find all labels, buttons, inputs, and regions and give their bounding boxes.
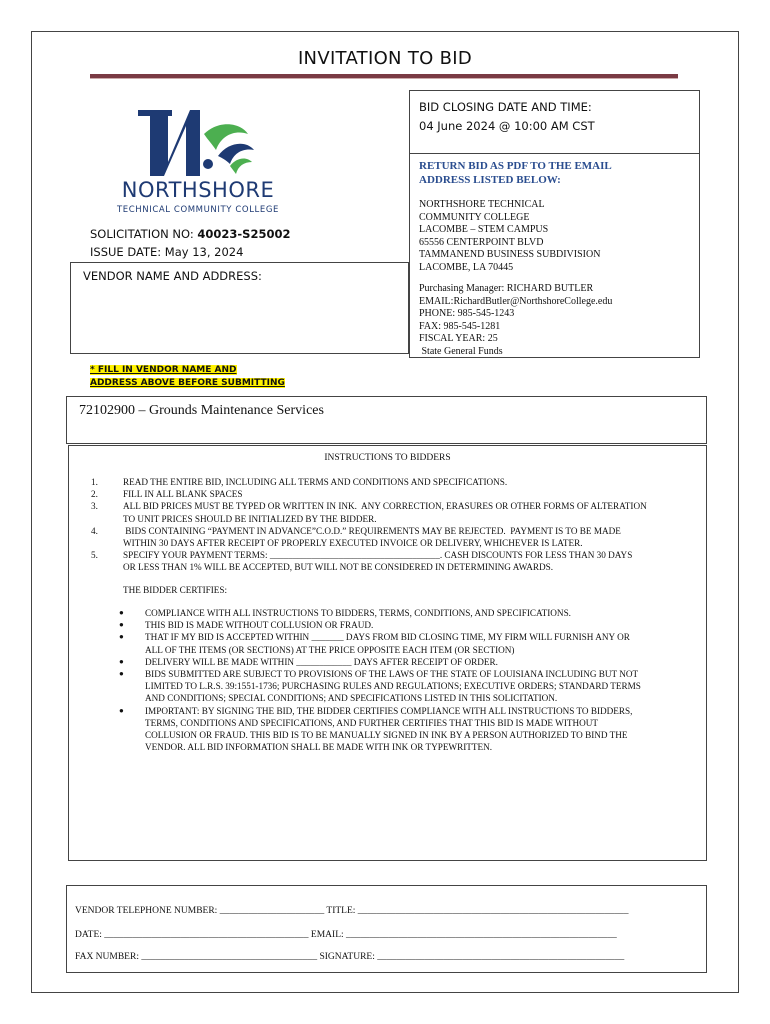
instructions-list <box>91 476 699 574</box>
contact-line: State General Funds <box>419 345 503 357</box>
certify-line: THIS BID IS MADE WITHOUT COLLUSION OR FRAUD. <box>145 620 374 631</box>
issue-date: May 13, 2024 <box>164 245 244 259</box>
bullet-icon: ● <box>119 620 124 630</box>
instruction-item <box>91 525 699 549</box>
instructions-box <box>68 445 707 861</box>
issue-date-label: ISSUE DATE: <box>90 245 162 259</box>
contact-line: FAX: 985-545-1281 <box>419 320 501 332</box>
certify-line: ALL OF THE ITEMS (OR SECTIONS) AT THE PRICE OPPOSITE EACH ITEM (OR SECTION) <box>145 644 515 655</box>
certify-line: VENDOR. ALL BID INFORMATION SHALL BE MADE WITH INK OR TYPEWRITTEN. <box>145 742 493 753</box>
certify-item <box>115 607 699 619</box>
instruction-item <box>91 500 699 524</box>
instruction-item <box>91 476 699 488</box>
fill-note-line-2: ADDRESS ABOVE BEFORE SUBMITTING <box>90 378 285 388</box>
certify-line: DELIVERY WILL BE MADE WITHIN ____________ DAYS AFTER RECEIPT OF ORDER. <box>145 656 498 667</box>
vendor-label: VENDOR NAME AND ADDRESS: <box>83 269 262 283</box>
bullet-icon: ● <box>119 656 124 666</box>
bullet-icon: ● <box>119 632 124 642</box>
contact-email[interactable]: EMAIL:RichardButler@NorthshoreCollege.edu <box>419 295 613 307</box>
certify-line: LIMITED TO L.R.S. 39:1551-1736; PURCHASING RULES AND REGULATIONS; EXECUTIVE ORDERS; STANDARD TERMS <box>145 681 641 692</box>
instruction-number: 5. <box>91 550 98 561</box>
logo-name: NORTHSHORE <box>121 178 275 202</box>
date-email-row[interactable]: DATE: ___________________________________________ EMAIL: _________________________________________________________ <box>75 930 617 940</box>
instruction-line: BIDS CONTAINING “PAYMENT IN ADVANCE”C.O.D.” REQUIREMENTS MAY BE REJECTED. PAYMENT IS TO BE MADE <box>123 525 621 536</box>
instruction-line: SPECIFY YOUR PAYMENT TERMS: _____________________________________. CASH DISCOUNTS FOR LESS THAN 30 DAYS <box>123 550 633 561</box>
return-instruction <box>419 159 612 187</box>
instruction-item <box>91 488 699 500</box>
contact-line: FISCAL YEAR: 25 <box>419 333 498 344</box>
instruction-line: OR LESS THAN 1% WILL BE ACCEPTED, BUT WILL NOT BE CONSIDERED IN DETERMINING AWARDS. <box>123 562 554 573</box>
return-line-1: RETURN BID AS PDF TO THE EMAIL <box>419 160 612 172</box>
certify-line: COMPLIANCE WITH ALL INSTRUCTIONS TO BIDDERS, TERMS, CONDITIONS, AND SPECIFICATIONS. <box>145 608 571 618</box>
certifies-heading: THE BIDDER CERTIFIES: <box>123 585 228 595</box>
page-title: INVITATION TO BID <box>297 48 473 69</box>
certify-item <box>115 668 699 705</box>
vendor-name-address-box[interactable] <box>70 262 409 354</box>
address-line: COMMUNITY COLLEGE <box>419 211 530 223</box>
bullet-icon: ● <box>119 705 124 715</box>
fill-note-line-1: * FILL IN VENDOR NAME AND <box>90 365 237 375</box>
certify-line: IMPORTANT: BY SIGNING THE BID, THE BIDDER CERTIFIES COMPLIANCE WITH ALL INSTRUCTIONS TO BIDDERS, <box>145 705 633 716</box>
bullet-icon: ● <box>119 669 124 679</box>
contact-line: Purchasing Manager: RICHARD BUTLER <box>419 283 594 294</box>
certify-item <box>115 619 699 631</box>
bullet-icon: ● <box>119 608 124 617</box>
instruction-item <box>91 549 699 573</box>
certify-line: COLLUSION OR FRAUD. THIS BID IS TO BE MANUALLY SIGNED IN INK BY A PERSON AUTHORIZED TO BIND THE <box>145 730 628 741</box>
instruction-line: WITHIN 30 DAYS AFTER RECEIPT OF PROPERLY EXECUTED INVOICE OR DELIVERY, WHICHEVER IS LATER. <box>123 538 583 549</box>
address-line: 65556 CENTERPOINT BLVD <box>419 236 544 248</box>
instruction-number: 4. <box>91 525 98 536</box>
vendor-telephone-title-row[interactable]: VENDOR TELEPHONE NUMBER: ______________________ TITLE: _________________________________________________________ <box>75 906 629 916</box>
commodity-box <box>66 396 707 444</box>
instruction-number: 1. <box>91 477 98 487</box>
instructions-heading: INSTRUCTIONS TO BIDDERS <box>324 453 451 463</box>
certify-line: BIDS SUBMITTED ARE SUBJECT TO PROVISIONS OF THE LAWS OF THE STATE OF LOUISIANA INCLUDING BUT NOT <box>145 669 639 680</box>
closing-label: BID CLOSING DATE AND TIME: <box>419 100 592 114</box>
logo-subtitle: TECHNICAL COMMUNITY COLLEGE <box>116 205 280 215</box>
closing-value: 04 June 2024 @ 10:00 AM CST <box>419 119 595 133</box>
instruction-line: TO UNIT PRICES SHOULD BE INITIALIZED BY THE BIDDER. <box>123 513 377 524</box>
certifies-list <box>115 607 699 753</box>
instruction-line: READ THE ENTIRE BID, INCLUDING ALL TERMS AND CONDITIONS AND SPECIFICATIONS. <box>123 477 508 487</box>
signature-box <box>66 885 707 973</box>
address-line: LACOMBE – STEM CAMPUS <box>419 224 549 235</box>
instruction-line: FILL IN ALL BLANK SPACES <box>123 489 243 500</box>
certify-line: TERMS, CONDITIONS AND SPECIFICATIONS, AND FURTHER CERTIFIES THAT THIS BID IS MADE WITHOUT <box>145 717 599 728</box>
contact-line: PHONE: 985-545-1243 <box>419 308 515 319</box>
address-line: TAMMANEND BUSINESS SUBDIVISION <box>419 249 601 260</box>
instruction-number: 3. <box>91 501 98 512</box>
certify-item <box>115 705 699 754</box>
solicitation-number: 40023-S25002 <box>197 227 291 241</box>
solicitation-label: SOLICITATION NO: <box>90 227 194 241</box>
closing-date-section <box>410 91 699 154</box>
instruction-number: 2. <box>91 489 98 500</box>
address-line: NORTHSHORE TECHNICAL <box>419 199 545 210</box>
fill-vendor-note <box>90 364 285 390</box>
purchasing-contact <box>419 283 612 358</box>
instruction-line: ALL BID PRICES MUST BE TYPED OR WRITTEN IN INK. ANY CORRECTION, ERASURES OR OTHER FORMS OF ALTERATION <box>123 501 647 512</box>
solicitation-info <box>90 225 290 261</box>
college-address <box>419 199 600 274</box>
certify-line: AND CONDITIONS; SPECIAL CONDITIONS; AND SPECIFICATIONS LISTED IN THIS SOLICITATION. <box>145 693 558 704</box>
return-line-2: ADDRESS LISTED BELOW: <box>419 174 561 186</box>
title-rule-shadow <box>90 78 678 79</box>
certify-line: THAT IF MY BID IS ACCEPTED WITHIN _______ DAYS FROM BID CLOSING TIME, MY FIRM WILL FURNISH ANY OR <box>145 632 630 643</box>
certify-item <box>115 656 699 668</box>
commodity-text: 72102900 – Grounds Maintenance Services <box>79 403 324 418</box>
certify-item <box>115 631 699 655</box>
bid-info-box <box>409 90 700 358</box>
address-line: LACOMBE, LA 70445 <box>419 261 514 273</box>
bid-page <box>31 31 739 993</box>
fax-signature-row[interactable]: FAX NUMBER: _____________________________________ SIGNATURE: ____________________________________________________ <box>75 952 625 962</box>
